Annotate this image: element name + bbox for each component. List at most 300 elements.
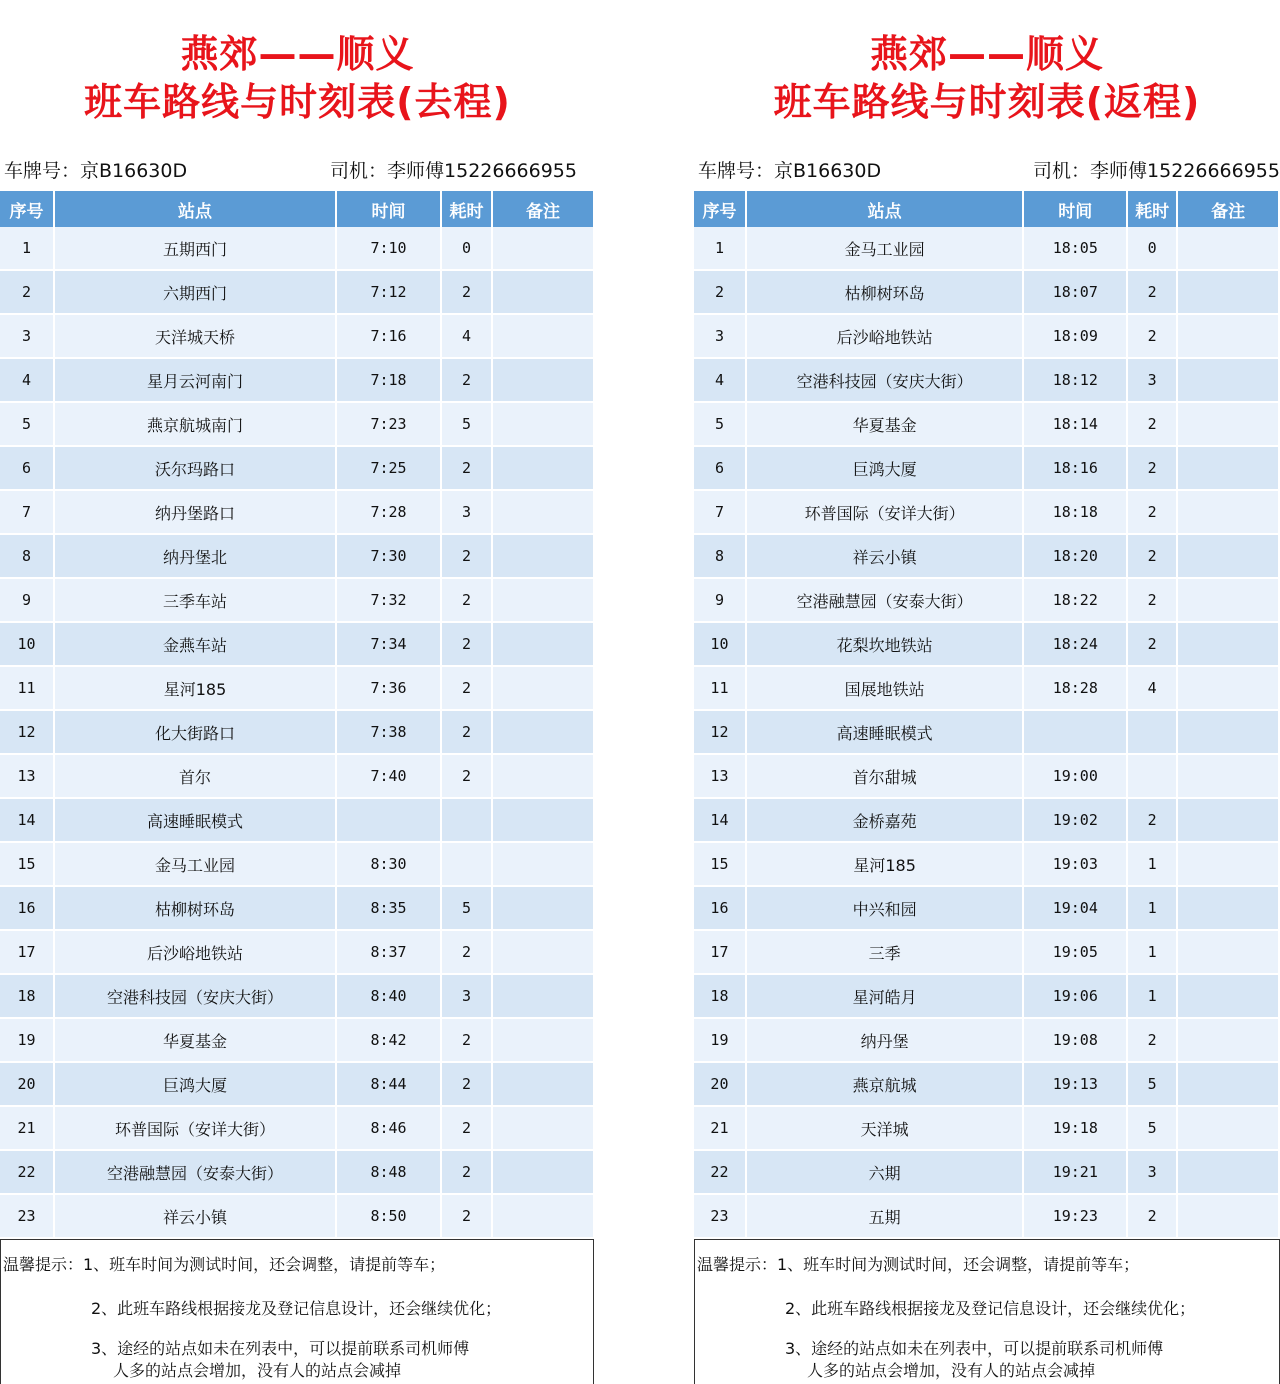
station-name: 三季车站 [54, 578, 336, 622]
travel-minutes: 2 [441, 710, 492, 754]
departure-time: 19:06 [1023, 974, 1127, 1018]
remarks [492, 534, 594, 578]
travel-minutes: 2 [441, 622, 492, 666]
travel-minutes: 2 [441, 1194, 492, 1238]
vehicle-info [4, 158, 595, 184]
departure-time: 7:30 [336, 534, 441, 578]
travel-minutes: 5 [441, 402, 492, 446]
travel-minutes: 1 [1127, 974, 1177, 1018]
table-row [694, 666, 1279, 710]
departure-time: 7:23 [336, 402, 441, 446]
header-remarks: 备注 [492, 191, 594, 227]
notes-box [694, 1239, 1280, 1384]
table-row [0, 578, 594, 622]
departure-time: 18:18 [1023, 490, 1127, 534]
remarks [1177, 930, 1279, 974]
row-index: 13 [0, 754, 54, 798]
note-2: 2、此班车路线根据接龙及登记信息设计，还会继续优化； [91, 1299, 502, 1318]
travel-minutes: 2 [1127, 402, 1177, 446]
station-name: 中兴和园 [746, 886, 1023, 930]
header-station: 站点 [746, 191, 1023, 227]
station-name: 星月云河南门 [54, 358, 336, 402]
note-1: 温馨提示：1、班车时间为测试时间，还会调整，请提前等车； [697, 1255, 1140, 1274]
station-name: 祥云小镇 [746, 534, 1023, 578]
station-name: 环普国际（安详大街） [746, 490, 1023, 534]
departure-time: 8:40 [336, 974, 441, 1018]
remarks [492, 490, 594, 534]
row-index: 16 [694, 886, 746, 930]
station-name: 华夏基金 [746, 402, 1023, 446]
departure-time: 7:38 [336, 710, 441, 754]
station-name: 高速睡眠模式 [746, 710, 1023, 754]
station-name: 枯柳树环岛 [746, 270, 1023, 314]
table-row [0, 666, 594, 710]
travel-minutes: 2 [441, 1106, 492, 1150]
station-name: 国展地铁站 [746, 666, 1023, 710]
table-row [694, 754, 1279, 798]
row-index: 11 [694, 666, 746, 710]
travel-minutes: 3 [441, 490, 492, 534]
row-index: 7 [694, 490, 746, 534]
row-index: 5 [0, 402, 54, 446]
vehicle-info [698, 158, 1280, 184]
departure-time [1023, 710, 1127, 754]
departure-time: 8:44 [336, 1062, 441, 1106]
remarks [492, 314, 594, 358]
station-name: 祥云小镇 [54, 1194, 336, 1238]
row-index: 15 [694, 842, 746, 886]
row-index: 7 [0, 490, 54, 534]
table-row [0, 1018, 594, 1062]
remarks [492, 270, 594, 314]
note-1: 温馨提示：1、班车时间为测试时间，还会调整，请提前等车； [3, 1255, 446, 1274]
travel-minutes: 2 [441, 1150, 492, 1194]
row-index: 8 [694, 534, 746, 578]
row-index: 23 [0, 1194, 54, 1238]
remarks [492, 1062, 594, 1106]
outbound-title [0, 30, 595, 126]
return-panel [694, 0, 1280, 1380]
station-name: 后沙峪地铁站 [746, 314, 1023, 358]
title-line1: 燕郊——顺义 [869, 32, 1104, 76]
row-index: 21 [694, 1106, 746, 1150]
departure-time: 19:13 [1023, 1062, 1127, 1106]
travel-minutes: 1 [1127, 930, 1177, 974]
table-row [0, 1150, 594, 1194]
station-name: 空港融慧园（安泰大街） [746, 578, 1023, 622]
station-name: 华夏基金 [54, 1018, 336, 1062]
station-name: 燕京航城南门 [54, 402, 336, 446]
row-index: 19 [694, 1018, 746, 1062]
travel-minutes [1127, 710, 1177, 754]
row-index: 14 [694, 798, 746, 842]
travel-minutes: 2 [1127, 1194, 1177, 1238]
departure-time [336, 798, 441, 842]
travel-minutes: 2 [1127, 1018, 1177, 1062]
table-header-row [0, 191, 594, 227]
table-row [0, 534, 594, 578]
departure-time: 18:16 [1023, 446, 1127, 490]
departure-time: 19:03 [1023, 842, 1127, 886]
remarks [1177, 622, 1279, 666]
station-name: 空港科技园（安庆大街） [54, 974, 336, 1018]
title-line2: 班车路线与时刻表(去程) [84, 80, 511, 124]
remarks [1177, 1150, 1279, 1194]
station-name: 巨鸿大厦 [746, 446, 1023, 490]
row-index: 12 [694, 710, 746, 754]
departure-time: 18:14 [1023, 402, 1127, 446]
table-row [694, 842, 1279, 886]
note-2: 2、此班车路线根据接龙及登记信息设计，还会继续优化； [785, 1299, 1196, 1318]
departure-time: 8:37 [336, 930, 441, 974]
station-name: 空港科技园（安庆大街） [746, 358, 1023, 402]
row-index: 1 [694, 227, 746, 270]
travel-minutes: 2 [441, 446, 492, 490]
station-name: 纳丹堡北 [54, 534, 336, 578]
table-header-row [694, 191, 1279, 227]
station-name: 花梨坎地铁站 [746, 622, 1023, 666]
table-row [0, 490, 594, 534]
row-index: 3 [694, 314, 746, 358]
remarks [492, 798, 594, 842]
row-index: 13 [694, 754, 746, 798]
departure-time: 7:12 [336, 270, 441, 314]
notes-box [0, 1239, 594, 1384]
row-index: 17 [0, 930, 54, 974]
remarks [1177, 358, 1279, 402]
travel-minutes: 2 [441, 270, 492, 314]
travel-minutes: 5 [1127, 1062, 1177, 1106]
row-index: 14 [0, 798, 54, 842]
travel-minutes [1127, 754, 1177, 798]
row-index: 12 [0, 710, 54, 754]
remarks [1177, 490, 1279, 534]
travel-minutes: 3 [1127, 358, 1177, 402]
row-index: 8 [0, 534, 54, 578]
remarks [1177, 842, 1279, 886]
row-index: 11 [0, 666, 54, 710]
departure-time: 18:09 [1023, 314, 1127, 358]
remarks [492, 578, 594, 622]
travel-minutes: 4 [441, 314, 492, 358]
outbound-panel [0, 0, 595, 1380]
row-index: 20 [694, 1062, 746, 1106]
table-row [694, 270, 1279, 314]
header-remarks: 备注 [1177, 191, 1279, 227]
departure-time: 19:23 [1023, 1194, 1127, 1238]
departure-time: 19:08 [1023, 1018, 1127, 1062]
row-index: 4 [0, 358, 54, 402]
header-time: 时间 [1023, 191, 1127, 227]
row-index: 20 [0, 1062, 54, 1106]
remarks [1177, 666, 1279, 710]
travel-minutes: 2 [1127, 534, 1177, 578]
travel-minutes [441, 798, 492, 842]
driver-contact: 司机：李师傅15226666955 [330, 160, 577, 182]
table-row [0, 974, 594, 1018]
travel-minutes: 2 [441, 1018, 492, 1062]
note-3: 3、途经的站点如未在列表中，可以提前联系司机师傅 [785, 1339, 1164, 1358]
travel-minutes: 5 [441, 886, 492, 930]
remarks [492, 974, 594, 1018]
remarks [492, 446, 594, 490]
departure-time: 19:02 [1023, 798, 1127, 842]
departure-time: 7:36 [336, 666, 441, 710]
table-row [694, 314, 1279, 358]
travel-minutes: 2 [1127, 446, 1177, 490]
table-row [694, 578, 1279, 622]
row-index: 10 [0, 622, 54, 666]
station-name: 巨鸿大厦 [54, 1062, 336, 1106]
row-index: 18 [0, 974, 54, 1018]
header-station: 站点 [54, 191, 336, 227]
travel-minutes: 1 [1127, 842, 1177, 886]
departure-time: 19:04 [1023, 886, 1127, 930]
row-index: 5 [694, 402, 746, 446]
departure-time: 7:34 [336, 622, 441, 666]
table-row [694, 1062, 1279, 1106]
departure-time: 7:18 [336, 358, 441, 402]
row-index: 9 [0, 578, 54, 622]
travel-minutes: 2 [441, 358, 492, 402]
row-index: 22 [0, 1150, 54, 1194]
table-row [694, 1106, 1279, 1150]
table-row [694, 622, 1279, 666]
schedule-table [694, 191, 1280, 1239]
remarks [1177, 578, 1279, 622]
header-time: 时间 [336, 191, 441, 227]
remarks [492, 930, 594, 974]
table-row [0, 358, 594, 402]
station-name: 星河皓月 [746, 974, 1023, 1018]
departure-time: 19:18 [1023, 1106, 1127, 1150]
table-row [0, 754, 594, 798]
station-name: 枯柳树环岛 [54, 886, 336, 930]
row-index: 15 [0, 842, 54, 886]
row-index: 6 [694, 446, 746, 490]
remarks [492, 666, 594, 710]
remarks [1177, 227, 1279, 270]
remarks [1177, 710, 1279, 754]
table-row [694, 1018, 1279, 1062]
plate-number: 车牌号：京B16630D [4, 160, 188, 182]
remarks [492, 842, 594, 886]
remarks [492, 1194, 594, 1238]
table-row [694, 1150, 1279, 1194]
remarks [1177, 402, 1279, 446]
table-row [0, 1194, 594, 1238]
table-row [694, 534, 1279, 578]
departure-time: 7:32 [336, 578, 441, 622]
travel-minutes: 3 [441, 974, 492, 1018]
departure-time: 18:28 [1023, 666, 1127, 710]
remarks [1177, 798, 1279, 842]
remarks [1177, 314, 1279, 358]
remarks [1177, 754, 1279, 798]
travel-minutes: 0 [441, 227, 492, 270]
remarks [492, 710, 594, 754]
station-name: 五期西门 [54, 227, 336, 270]
departure-time: 18:05 [1023, 227, 1127, 270]
row-index: 2 [0, 270, 54, 314]
table-row [694, 974, 1279, 1018]
travel-minutes: 2 [441, 754, 492, 798]
station-name: 六期 [746, 1150, 1023, 1194]
row-index: 9 [694, 578, 746, 622]
departure-time: 18:07 [1023, 270, 1127, 314]
remarks [492, 754, 594, 798]
table-row [694, 227, 1279, 270]
travel-minutes [441, 842, 492, 886]
station-name: 后沙峪地铁站 [54, 930, 336, 974]
departure-time: 8:30 [336, 842, 441, 886]
table-row [694, 446, 1279, 490]
remarks [1177, 446, 1279, 490]
table-row [694, 490, 1279, 534]
travel-minutes: 2 [441, 534, 492, 578]
departure-time: 8:50 [336, 1194, 441, 1238]
departure-time: 19:21 [1023, 1150, 1127, 1194]
title-line1: 燕郊——顺义 [180, 32, 415, 76]
station-name: 纳丹堡路口 [54, 490, 336, 534]
travel-minutes: 2 [441, 930, 492, 974]
table-row [0, 930, 594, 974]
schedule-table [0, 191, 595, 1239]
travel-minutes: 1 [1127, 886, 1177, 930]
station-name: 空港融慧园（安泰大街） [54, 1150, 336, 1194]
note-3: 3、途经的站点如未在列表中，可以提前联系司机师傅 [91, 1339, 470, 1358]
return-title [694, 30, 1280, 126]
station-name: 金马工业园 [54, 842, 336, 886]
remarks [492, 622, 594, 666]
header-index: 序号 [694, 191, 746, 227]
row-index: 18 [694, 974, 746, 1018]
table-row [0, 710, 594, 754]
remarks [1177, 270, 1279, 314]
table-row [0, 842, 594, 886]
travel-minutes: 2 [1127, 270, 1177, 314]
remarks [492, 402, 594, 446]
row-index: 6 [0, 446, 54, 490]
travel-minutes: 2 [1127, 798, 1177, 842]
table-row [0, 402, 594, 446]
departure-time: 18:24 [1023, 622, 1127, 666]
remarks [492, 227, 594, 270]
row-index: 23 [694, 1194, 746, 1238]
row-index: 10 [694, 622, 746, 666]
departure-time: 19:00 [1023, 754, 1127, 798]
note-3-continued: 人多的站点会增加，没有人的站点会减掉 [113, 1361, 402, 1380]
station-name: 六期西门 [54, 270, 336, 314]
table-row [0, 270, 594, 314]
table-row [694, 358, 1279, 402]
row-index: 2 [694, 270, 746, 314]
remarks [1177, 886, 1279, 930]
remarks [1177, 1194, 1279, 1238]
remarks [492, 358, 594, 402]
station-name: 首尔甜城 [746, 754, 1023, 798]
row-index: 3 [0, 314, 54, 358]
header-duration: 耗时 [441, 191, 492, 227]
table-row [694, 402, 1279, 446]
travel-minutes: 2 [1127, 578, 1177, 622]
travel-minutes: 2 [1127, 314, 1177, 358]
departure-time: 18:22 [1023, 578, 1127, 622]
travel-minutes: 2 [441, 666, 492, 710]
station-name: 环普国际（安详大街） [54, 1106, 336, 1150]
travel-minutes: 2 [1127, 490, 1177, 534]
row-index: 22 [694, 1150, 746, 1194]
table-row [0, 314, 594, 358]
note-3-continued: 人多的站点会增加，没有人的站点会减掉 [807, 1361, 1096, 1380]
remarks [1177, 1062, 1279, 1106]
station-name: 金桥嘉苑 [746, 798, 1023, 842]
remarks [1177, 974, 1279, 1018]
station-name: 天洋城 [746, 1106, 1023, 1150]
station-name: 天洋城天桥 [54, 314, 336, 358]
departure-time: 8:46 [336, 1106, 441, 1150]
station-name: 三季 [746, 930, 1023, 974]
table-row [0, 1106, 594, 1150]
table-row [0, 446, 594, 490]
departure-time: 18:12 [1023, 358, 1127, 402]
driver-contact: 司机：李师傅15226666955 [1033, 160, 1280, 182]
table-row [0, 622, 594, 666]
travel-minutes: 2 [441, 578, 492, 622]
departure-time: 19:05 [1023, 930, 1127, 974]
travel-minutes: 3 [1127, 1150, 1177, 1194]
station-name: 金燕车站 [54, 622, 336, 666]
departure-time: 7:40 [336, 754, 441, 798]
travel-minutes: 5 [1127, 1106, 1177, 1150]
station-name: 纳丹堡 [746, 1018, 1023, 1062]
station-name: 燕京航城 [746, 1062, 1023, 1106]
remarks [492, 886, 594, 930]
station-name: 金马工业园 [746, 227, 1023, 270]
station-name: 星河185 [746, 842, 1023, 886]
table-row [694, 930, 1279, 974]
station-name: 首尔 [54, 754, 336, 798]
departure-time: 7:10 [336, 227, 441, 270]
row-index: 21 [0, 1106, 54, 1150]
row-index: 17 [694, 930, 746, 974]
table-row [0, 798, 594, 842]
table-row [694, 798, 1279, 842]
table-row [0, 1062, 594, 1106]
plate-number: 车牌号：京B16630D [698, 160, 882, 182]
departure-time: 7:28 [336, 490, 441, 534]
row-index: 1 [0, 227, 54, 270]
travel-minutes: 4 [1127, 666, 1177, 710]
row-index: 19 [0, 1018, 54, 1062]
remarks [1177, 1106, 1279, 1150]
remarks [1177, 534, 1279, 578]
departure-time: 8:35 [336, 886, 441, 930]
travel-minutes: 2 [1127, 622, 1177, 666]
remarks [1177, 1018, 1279, 1062]
travel-minutes: 2 [441, 1062, 492, 1106]
departure-time: 8:42 [336, 1018, 441, 1062]
station-name: 五期 [746, 1194, 1023, 1238]
remarks [492, 1150, 594, 1194]
departure-time: 8:48 [336, 1150, 441, 1194]
row-index: 16 [0, 886, 54, 930]
header-index: 序号 [0, 191, 54, 227]
remarks [492, 1018, 594, 1062]
departure-time: 18:20 [1023, 534, 1127, 578]
title-line2: 班车路线与时刻表(返程) [773, 80, 1201, 124]
row-index: 4 [694, 358, 746, 402]
